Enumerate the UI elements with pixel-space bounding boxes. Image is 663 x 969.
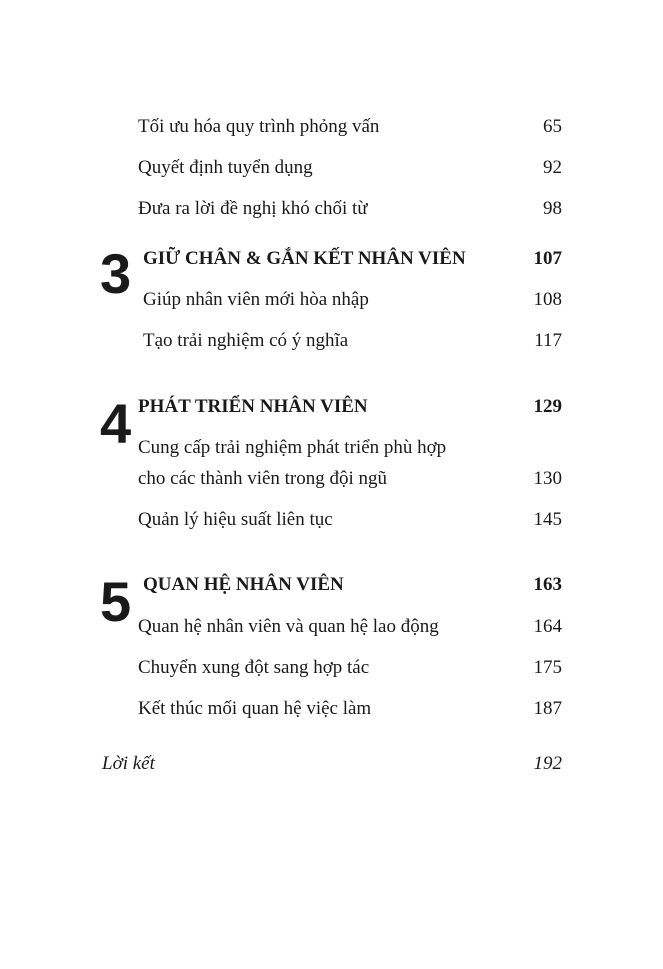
toc-entry-title-line2: cho các thành viên trong đội ngũ: [138, 468, 388, 489]
closing-page: 192: [533, 753, 562, 774]
chapter-number: 3: [100, 242, 132, 305]
toc-entry-title: Quan hệ nhân viên và quan hệ lao động: [138, 616, 439, 637]
toc-entry-title: Đưa ra lời đề nghị khó chối từ: [138, 198, 368, 219]
closing-title: Lời kết: [102, 753, 155, 774]
toc-entry-title: Chuyển xung đột sang hợp tác: [138, 657, 370, 678]
toc-entry-title: Tối ưu hóa quy trình phỏng vấn: [138, 116, 380, 137]
chapter-title: PHÁT TRIỂN NHÂN VIÊN: [138, 396, 368, 417]
chapter-page: 163: [533, 574, 562, 595]
toc-entry-page: 187: [533, 698, 562, 719]
toc-entry-title: Kết thúc mối quan hệ việc làm: [138, 698, 372, 719]
toc-entry-page: 108: [533, 289, 562, 310]
toc-entry-page: 175: [533, 657, 562, 678]
chapter-page: 107: [533, 248, 562, 269]
chapter-number: 4: [100, 392, 132, 455]
toc-entry-page: 92: [543, 157, 562, 178]
chapter-page: 129: [533, 396, 562, 417]
toc-entry-title-line1: Cung cấp trải nghiệm phát triển phù hợp: [138, 437, 447, 458]
toc-entry-page: 164: [533, 616, 562, 637]
chapter-title: QUAN HỆ NHÂN VIÊN: [143, 574, 344, 595]
toc-entry-page: 65: [543, 116, 562, 137]
toc-entry-page: 130: [533, 468, 562, 489]
toc-entry-title: Quyết định tuyển dụng: [138, 157, 313, 178]
toc-entry-page: 117: [534, 330, 562, 351]
chapter-title: GIỮ CHÂN & GẮN KẾT NHÂN VIÊN: [143, 248, 466, 269]
chapter-number: 5: [100, 570, 132, 633]
toc-entry-title: Quản lý hiệu suất liên tục: [138, 509, 333, 530]
toc-entry-page: 98: [543, 198, 562, 219]
toc-entry-title: Giúp nhân viên mới hòa nhập: [143, 289, 369, 310]
toc-entry-page: 145: [533, 509, 562, 530]
toc-entry-title: Tạo trải nghiệm có ý nghĩa: [143, 330, 349, 351]
